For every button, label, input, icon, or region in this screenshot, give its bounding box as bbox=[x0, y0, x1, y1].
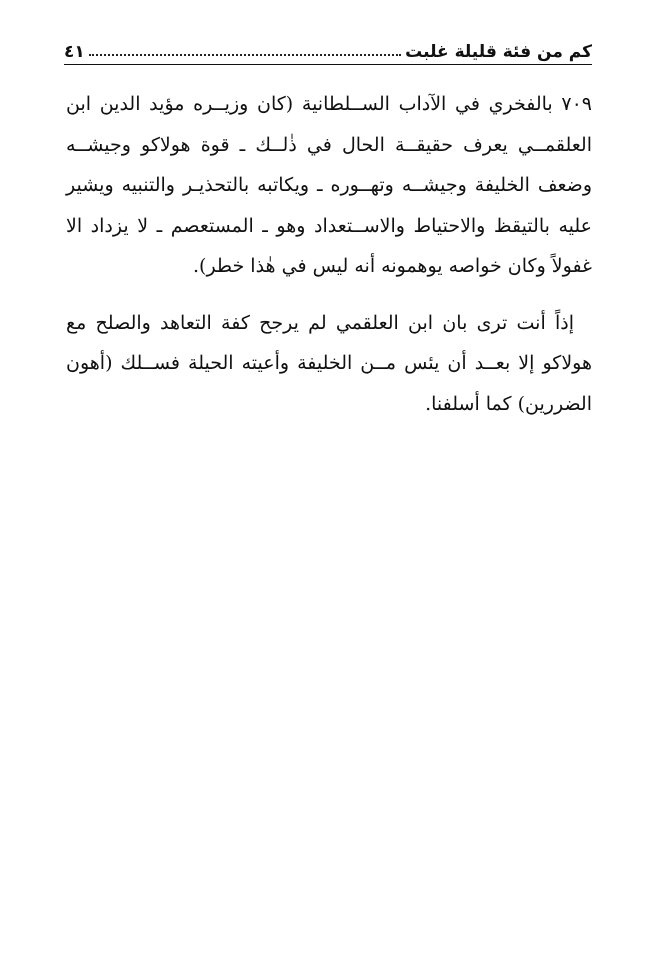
paragraph-1: ٧٠٩ بالفخري في الآداب الســلطانية (كان وزيــره مؤيد الدين ابن العلقمــي يعرف حقيقــة الحال في ذٰلــك ـ قوة هولاكو وجيشــه وضعف الخليفة وجيشــه وتهــوره ـ ويكاتبه بالتحذيـر والتنبيه ويشير عليه بالتيقظ والاحتياط والاســتعداد وهو ـ المستعصم ـ لا يزداد الا غفولاً وكان خواصه يوهمونه أنه ليس في هٰذا خطر). bbox=[66, 93, 592, 277]
body-text bbox=[66, 84, 592, 424]
page-number: ٤١ bbox=[64, 42, 85, 62]
header-rule bbox=[64, 64, 592, 65]
leader-dots bbox=[89, 54, 401, 56]
running-title: كم من فئة قليلة غلبت bbox=[405, 42, 592, 62]
running-header bbox=[64, 30, 592, 62]
paragraph-2: إذاً أنت ترى بان ابن العلقمي لم يرجح كفة التعاهد والصلح مع هولاكو إلا بعــد أن يئس مــن الخليفة وأعيته الحيلة فســلك (أهون الضررين) كما أسلفنا. bbox=[66, 311, 592, 415]
